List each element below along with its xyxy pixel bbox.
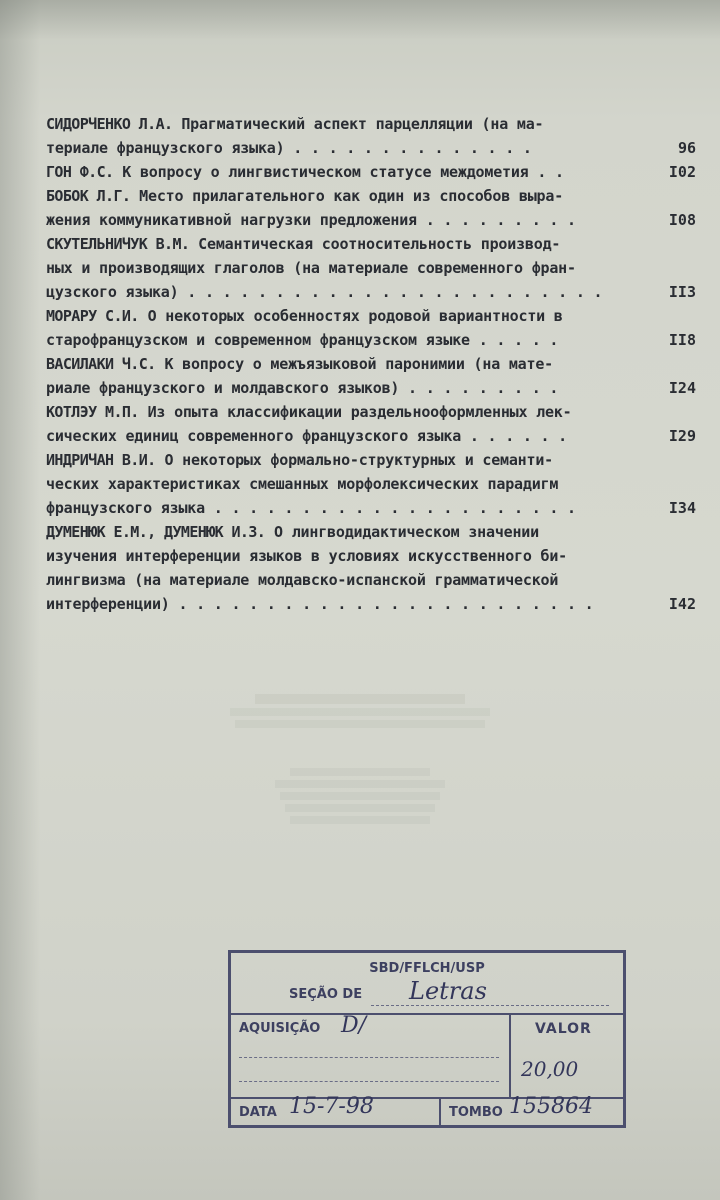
entry-author: БОБОК Л.Г. xyxy=(46,187,131,205)
entry-page-number: II8 xyxy=(668,331,696,349)
entry-author: СИДОРЧЕНКО Л.А. xyxy=(46,115,173,133)
table-of-contents xyxy=(46,112,696,616)
stamp-aquisicao-line xyxy=(239,1057,499,1058)
entry-title: О лингводидактическом значении изучения интерференции языков в условиях искусственного би- лингвизма (на материале молдавско-испанской грамматической интерференции) . . . . . . . . . . . . . . . . . . . . . . . . xyxy=(46,523,594,613)
toc-entry[interactable] xyxy=(46,400,696,448)
stamp-valor-separator xyxy=(509,1013,511,1097)
entry-title: К вопросу о лингвистическом статусе междометия . . xyxy=(122,163,564,181)
entry-author: СКУТЕЛЬНИЧУК В.М. xyxy=(46,235,190,253)
stamp-divider xyxy=(231,1013,623,1015)
library-stamp xyxy=(228,950,626,1128)
entry-title: О некоторых формально-структурных и семанти- ческих характеристиках смешанных морфолексических парадигм французского языка . . . . . . . . . . . . . . . . . . . . . xyxy=(46,451,576,517)
entry-page-number: 96 xyxy=(677,139,696,157)
bleed-through-block xyxy=(0,690,720,828)
entry-author: ГОН Ф.С. xyxy=(46,163,114,181)
stamp-secao-label: SEÇÃO DE xyxy=(289,987,363,1002)
stamp-tombo-value: 155864 xyxy=(509,1094,593,1119)
stamp-header: SBD/FFLCH/USP xyxy=(369,961,485,976)
stamp-date-separator xyxy=(439,1097,441,1125)
toc-entry[interactable] xyxy=(46,448,696,520)
toc-entry[interactable] xyxy=(46,184,696,232)
entry-title: Семантическая соотносительность производ- ных и производящих глаголов (на материале современного фран- цузского языка) . . . . . . . . . . . . . . . . . . . . . . . . xyxy=(46,235,603,301)
entry-page-number: I29 xyxy=(668,427,696,445)
entry-title: К вопросу о межъязыковой паронимии (на мате- риале французского и молдавского языков) . . . . . . . . . xyxy=(46,355,559,397)
entry-author: ДУМЕНЮК Е.М., ДУМЕНЮК И.З. xyxy=(46,523,266,541)
toc-entry[interactable] xyxy=(46,304,696,352)
stamp-aquisicao-value: D/ xyxy=(341,1013,367,1038)
entry-author: МОРАРУ С.И. xyxy=(46,307,139,325)
toc-entry[interactable] xyxy=(46,112,696,160)
entry-page-number: I08 xyxy=(668,211,696,229)
stamp-secao-value: Letras xyxy=(409,977,487,1005)
entry-title: Место прилагательного как один из способов выра- жения коммуникативной нагрузки предложения . . . . . . . . . xyxy=(46,187,576,229)
toc-entry[interactable] xyxy=(46,352,696,400)
entry-page-number: II3 xyxy=(668,283,696,301)
stamp-secao-line xyxy=(371,1005,609,1006)
entry-title: Из опыта классификации раздельнооформленных лек- сических единиц современного французского языка . . . . . . xyxy=(46,403,572,445)
entry-page-number: I42 xyxy=(668,595,696,613)
toc-entry[interactable] xyxy=(46,160,696,184)
stamp-aquisicao-line xyxy=(239,1081,499,1082)
stamp-valor-value: 20,00 xyxy=(521,1057,579,1081)
stamp-valor-label: VALOR xyxy=(535,1021,592,1037)
page-top-shadow xyxy=(0,0,720,40)
toc-entry[interactable] xyxy=(46,520,696,616)
entry-page-number: I24 xyxy=(668,379,696,397)
stamp-data-value: 15-7-98 xyxy=(289,1094,374,1119)
entry-title: Прагматический аспект парцелляции (на ма- териале французского языка) . . . . . . . . . . . . . . xyxy=(46,115,544,157)
toc-entry[interactable] xyxy=(46,232,696,304)
stamp-tombo-label: TOMBO xyxy=(449,1105,503,1120)
stamp-data-label: DATA xyxy=(239,1105,277,1120)
entry-page-number: I34 xyxy=(668,499,696,517)
entry-page-number: I02 xyxy=(668,163,696,181)
entry-author: КОТЛЭУ М.П. xyxy=(46,403,139,421)
entry-author: ИНДРИЧАН В.И. xyxy=(46,451,156,469)
stamp-aquisicao-label: AQUISIÇÃO xyxy=(239,1021,321,1036)
entry-author: ВАСИЛАКИ Ч.С. xyxy=(46,355,156,373)
page-left-shadow xyxy=(0,0,40,1200)
entry-title: О некоторых особенностях родовой вариантности в старофранцузском и современном французском языке . . . . . xyxy=(46,307,563,349)
